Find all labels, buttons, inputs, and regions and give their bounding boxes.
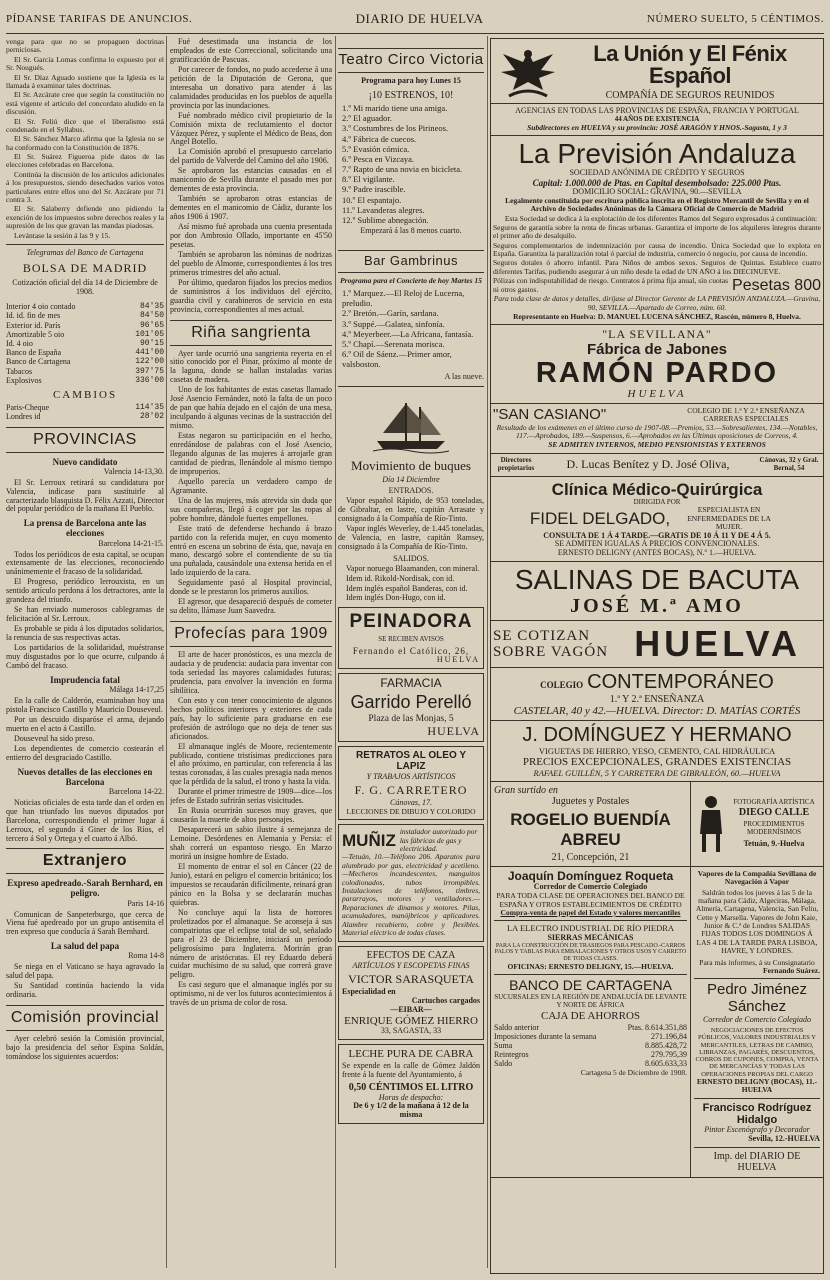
rogelio-foto-row [491,782,823,867]
subheading: La salud del papa [50,941,120,952]
union-fenix-ad [491,39,823,104]
paragraph: Aquello parecía un verdadero campo de Agramante. [170,476,332,495]
ad-line: F. G. CARRETERO [354,782,468,797]
rogelio-ad [491,782,691,866]
quote-row: Banco de Cartagena 122'00 [6,357,164,367]
list-item: 11.º Lavanderas alegres. [342,204,425,215]
bottom-ads-row [491,867,823,1178]
paragraph: venga para que no se propaguen doctrinas perniciosas. [6,38,164,55]
header-right: NÚMERO SUELTO, 5 CÉNTIMOS. [646,13,824,26]
dateline: Roma 14-8 [128,951,164,961]
union-details [491,104,823,136]
ad-line: SOCIEDAD ANÓNIMA DE CRÉDITO Y SEGUROS [569,167,745,177]
ad-line: COMPAÑÍA DE SEGUROS REUNIDOS [605,90,775,101]
paragraph: Es probable se pida á los diputados solidarios, la renuncia de sus respectivas actas. [6,624,164,643]
entrados-title: ENTRADOS. [388,485,434,495]
subheading: La prensa de Barcelona ante las elecciones [23,518,147,539]
retratos-ad [338,746,484,820]
paragraph: Continúa la discusión de los artículos adicionales á los presupuestos, siendo desechados varios votos particulares entre ellos uno del Sr. Azcárate por 71 contra 3. [6,169,164,205]
paragraph: Legalmente constituida por escritura pública inscrita en el Registro Mercantil de Sevilla y en el Archivo de Sociedades Anónimas de la Cámara Oficial de Comercio de Madrid [505,195,809,214]
ad-line: Capital: 1.000.000 de Ptas. en Capital desembolsado: 225.000 Ptas. [532,177,782,188]
list-item: 6.º Pesca en Vizcaya. [342,153,415,164]
paragraph: Desaparecerá un sabio ilustre á semejanza de Lemoine. Desórdenes en Alemania y Persia: el shah correrá un espantoso riesgo. En Marzo morirá un insigne hombre de Estado. [170,825,332,862]
paragraph: Seguros de garantía sobre la renta de fincas urbanas. Garantiza el importe de los alquileres íntegros durante el primer año de desalquilo. [493,222,821,241]
prevision-title: La Previsión Andaluza [518,138,796,170]
movimiento-heading: Movimiento de buques [351,458,471,474]
ad-line: VIGUETAS DE HIERRO, YESO, CEMENTO, CAL HIDRÁULICA [538,745,776,756]
paragraph: El Sr. Salaberry defiende uno pidiendo la exención de los impuestos sobre derechos reales y la supresión de los que gravan las mandas piadosas. [6,204,164,231]
column-2 [170,38,332,1274]
salinas-ad [491,562,823,621]
header-center: DIARIO DE HUELVA [355,11,484,27]
dateline: Paris 14-16 [127,898,164,908]
list-item: 8.º El vigilante. [342,174,395,185]
imprenta-line: Imp. del DIARIO DE HUELVA [713,1151,801,1174]
ad-line: PARA TODA CLASE DE OPERACIONES DEL BANCO DE ESPAÑA Y OTROS ESTABLECIMIENTOS DE CRÉDITO [496,891,685,909]
ad-line: FIDEL DELGADO, [529,509,671,529]
ad-line: Cánovas, 32 y Gral. Bernal, 54 [759,455,819,472]
ad-line: Fernando el Católico, 26, [352,645,470,656]
ad-line: ERNESTO DELIGNY (BOCAS), 11.-HUELVA [696,1076,818,1095]
table-row: Suma 8.885.428,72 [494,1040,687,1050]
paragraph: Una de las mujeres, más atrevida sin duda que sus compañeras, llegó á coger por las ropas al pobre hombre, dándole fuertes empellones. [170,495,332,523]
ad-line: NEGOCIACIONES DE EFECTOS PÚBLICOS, VALORES INDUSTRIALES Y MERCANTILES, LETRAS DE CAMBIO, LIBRANZAS, PAGARÉS, DESCUENTOS, COBROS DE CUPONES, COMPRA, VENTA DE MERCANCÍAS Y TODAS LAS OPERACIONES PROPIAS DEL CARGO [695,1026,819,1078]
list-item: 9.º Padre irascible. [342,184,406,195]
bar-time: A las nueve. [444,371,484,381]
ad-line: HUELVA [627,387,687,400]
union-title: La Unión y El Fénix Español [593,41,787,88]
quote-row: Explosivos 336'00 [6,375,164,385]
paragraph: Se han enviado numerosos cablegramas de felicitación al Sr. Lerroux. [6,605,164,624]
ad-line: "LA SEVILLANA" [602,327,712,342]
column-3 [338,38,484,1274]
ad-line: PARA LA CONSTRUCCIÓN DE TRASIEGOS PARA PESCADO.-CARROS PALOS Y TABLAS PARA EMBALACIONES Y OTROS USOS Y CARRETO DE TODAS CLASES. [494,942,687,963]
paragraph: Todos los periódicos de esta capital, se ocupan extensamente de las elecciones, reconociendo unánimemente el fracaso de la solidaridad. [6,549,164,577]
list-item: 12.º Sublime abnegación. [342,215,429,225]
ad-line: DIEGO CALLE [738,806,810,818]
ad-line: Horas de despacho: [378,1092,444,1102]
ad-line: ARTÍCULOS Y ESCOPETAS FINAS [352,960,470,970]
teatro-time: Empezará á las 8 menos cuarto. [360,226,462,236]
ad-line: Subdirectores en HUELVA y su provincia: JOSÉ ARAGÓN Y HNOS.-Sagasta, 1 y 3 [527,122,787,132]
banco-title: BANCO DE CARTAGENA [509,977,672,994]
ad-line: Directores propietarios [497,455,535,472]
pedro-title: Pedro Jiménez Sánchez [706,981,808,1016]
paragraph: Los partidarios de la solidaridad, muéstranse muy disgustados por lo que ocurre, culpando á Cambó del fracaso. [6,643,164,670]
ad-line: CASTELAR, 40 y 42.—HUELVA. Director: D. MATÍAS CORTÉS [513,705,801,718]
header-left: PÍDANSE TARIFAS DE ANUNCIOS. [6,13,193,26]
paragraph: Idem inglés Don-Hugo, con id. [346,593,446,603]
paragraph: El Sr. Díaz Aguado sostiene que la Iglesia es la llamada á examinar tales doctrinas. [6,72,164,90]
garrido-title: Garrido Perelló [350,691,472,712]
ad-line: Corredor de Comercio Colegiado [702,1015,812,1025]
list-item: 4.º Meyerbeer.—La Africana, fantasía. [342,328,474,339]
quote-row: Exterior id. París 96'65 [6,320,164,330]
ad-line: Plaza de las Monjas, 5 [368,714,454,725]
congreso-text [6,38,164,240]
dateline: Barcelona 14-21-15. [98,538,164,548]
table-row: Imposiciones durante la semana 271.196,84 [494,1031,687,1041]
ad-line: PROCEDIMIENTOS [743,820,805,829]
dateline: Málaga 14-17,25 [109,684,164,694]
list-item: 6.º Oil de Sáenz.—Primer amor, valsboston. [342,349,452,370]
quote-row: Id. 4 oio 90'15 [6,339,164,349]
ad-line: 33, SAGASTA, 33 [380,1026,442,1036]
san-casiano-ad [491,404,823,454]
huelva-cotizan-ad [491,621,823,668]
contemporaneo-title: CONTEMPORÁNEO [587,671,774,694]
cambio-row: Londres id 28'02 [6,412,164,422]
ad-line: SE COTIZAN [493,627,591,644]
bar-heading: Bar Gambrinus [338,250,484,273]
table-row: Saldo anterior Ptas. 8.614.351,88 [494,1022,687,1032]
dateline: Barcelona 14-22. [108,786,164,796]
ad-line: Para más informes, á su Consignatario [699,957,815,967]
ad-line: ERNESTO DELIGNY (ANTES BOCAS), N.º 1.—HUELVA. [557,548,757,558]
ad-line: SE ADMITEN IGUALAS Á PRECIOS CONVENCIONALES. [554,539,760,549]
ad-line: Saldrán todos los jueves á las 5 de la mañana para Cádiz, Algeciras, Málaga, Almería, Cartagena, Valencia, San Feliu, Cette y Marsella. Vapores de John Kaie, Junior & C.ª de Londres SALIDAS FIJAS TODOS LOS DOMINGOS Á LAS 4 DE LA TARDE PARA LISBOA, HAVRE, Y LONDRES. [695,887,819,956]
comision-heading: Comisión provincial [6,1005,164,1031]
profecias-heading: Profecías para 1909 [170,621,332,647]
paragraph: Seguidamente pasó al Hospital provincial, donde se le prestaron los primeros auxilios. [170,578,332,597]
ad-line: 44 AÑOS DE EXISTENCIA [614,115,700,124]
farmacia-ad [338,673,484,743]
paragraph: Por carecer de fondos, no pudo accederse á una petición de la Diputación de Gerona, que interesaba un donativo para atender á las calamidades producidas en los pueblos de aquella provincia por las inundaciones. [170,64,332,110]
ad-line: Tetuán, 9.-Huelva [743,838,805,848]
paragraph: Idem inglés español Banderas, con id. [346,583,468,593]
paragraph: En la calle de Calderón, examinaban hoy una pistola Francisco Castillo y Mauricio Douseveul. [6,695,164,714]
ad-line: instalador autorizado por las fábricas de gas y electricidad. [399,827,478,854]
ad-line: COLEGIO [540,680,584,691]
subheading: Nuevo candidato [52,456,118,467]
ad-line: PRECIOS EXCEPCIONALES, GRANDES EXISTENCIAS [522,756,792,769]
muniz-ad [338,824,484,942]
paragraph: Resultado de los exámenes en el último curso de 1907-08.—Premios, 53.—Sobresalientes, 134.—Notables, 117.—Aprobados, 189.—Suspensos, 6.—Aprobados en las Últimas oposiciones de Correos, 4. [496,422,818,441]
paragraph: Levántase la sesión á las 9 y 15. [14,230,111,240]
ramon-pardo-title: RAMÓN PARDO [535,356,779,389]
ad-line: Cánovas, 17. [390,797,432,807]
list-item: 2.º El aguador. [342,113,392,124]
ad-line: FARMACIA [380,675,442,690]
ad-line: Gran surtido en [494,785,558,797]
ad-line: AGENCIAS EN TODAS LAS PROVINCIAS DE ESPAÑA, FRANCIA Y PORTUGAL [515,106,799,116]
ad-line: Compra-venta de papel del Estado y valores mercantiles [500,907,681,917]
ad-line: Cartagena 5 de Diciembre de 1908. [580,1067,687,1077]
ad-line: ENRIQUE GÓMEZ HIERRO [344,1014,478,1027]
paragraph: Noticias oficiales de esta tarde dan el orden en que han triunfado los nuevos diputados por Barcelona, correspondiendo el primer lugar á Lerroux, el segundo á Giner de los Ríos, el tercero á Sol y Ortega y el cuarto á Albó. [6,797,164,843]
phoenix-emblem-icon [495,44,561,100]
peinadora-title: PEINADORA [349,611,473,633]
clinica-ad [491,477,823,563]
paragraph: Se aprobaron las estancias causadas en el manicomio de Sevilla durante el pasado mes por dementes de esta provincia. [170,166,332,194]
programa-title: Programa para hoy Lunes 15 [361,75,461,85]
cotizacion-text: Cotización oficial del día 14 de Diciembre de 1908. [12,278,158,297]
dominguez-title: J. DOMÍNGUEZ Y HERMANO [522,724,792,747]
paragraph: Seguros complementarios de indemnización por causa de incendio. Única Sociedad que lo explota en España. Garantiza la paralización total ó parcial de industria, comercio ó negocio, por causa de incendio. [493,240,821,259]
paragraph: Pólizas con indisputabilidad de riesgo. Contratos á prima fija anual, sin cuotas ni otros gastos. [493,276,729,294]
paragraph: Los dependientes de comercio costearán el entierro del desgraciado Castillo. [6,743,164,762]
ad-line: LECCIONES DE DIBUJO Y COLORIDO [346,806,476,816]
rogelio-title: ROGELIO BUENDÍA ABREU [510,810,671,849]
subheading: Imprudencia fatal [50,674,120,685]
quote-row: Interior 4 oio contado 84'35 [6,302,164,312]
francisco-title: Francisco Rodríguez Hidalgo [702,1101,812,1126]
paragraph: El agresor, que desapareció después de cometer su delito, llámase Juan Saavedra. [170,597,332,616]
list-item: 4.º Fábrica de cuecos. [342,133,417,144]
ad-line: RAFAEL GUILLÉN, 5 Y CARRETERA DE GIBRALEÓN, 60.—HUELVA [533,767,781,778]
ad-line: 0,50 CÉNTIMOS EL LITRO [348,1082,474,1094]
paragraph: Comunican de Sanpeterburgo, que cerca de Viena fué apedreado por un grupo antisemita el tren expreso que conducía á Sarah Bernhard. [6,909,164,937]
muniz-title: MUÑIZ [342,831,396,851]
paragraph: Estas negaron su participación en el hecho, enredándose de palabras con el José Asencio, llegando algunas de las mujeres á arrojarle gran cantidad de piedras, llenándole al mismo tiempo de improperios. [170,431,332,476]
list-item: 3.º Suppé.—Galatea, sinfonía. [342,318,445,329]
bottom-right-ads [691,867,823,1177]
paragraph: Uno de los habitantes de estas casetas llamado José Asencio Fernández, notó la falta de un poco de pan que había dejado en el cajón de una mesa, inculpando á algunas vecinas de la sustracción del mismo. [170,385,332,431]
huelva-title: HUELVA [634,623,801,665]
list-item: 10.º El espantajo. [342,194,402,205]
ad-line: LECHE PURA DE CABRA [348,1048,474,1061]
caza-ad [338,946,484,1040]
paragraph: Su Santidad continúa haciendo la vida ordinaria. [6,981,164,1000]
paragraph: No concluye aquí la lista de horrores proletizados por el almanaque. Se aconseja á sus compatriotas que el eclipse total de sol, señalado para el 23 de Diciembre, iniciará un período peligrosísimo para Inglaterra. Morirán gran número de aristócratas. El rey Eduardo deberá cuidar muchísimo de su salud, que correrá grave peligro. [170,907,332,980]
paragraph: El Progreso, periódico lerrouxista, en un sentido artículo perdona á los detractores, ante la grandeza del triunfo. [6,577,164,605]
ad-line: COLEGIO DE 1.ª Y 2.ª ENSEÑANZA CARRERAS ESPECIALES [687,405,805,424]
ad-line: JOSÉ M.ª AMO [570,594,744,617]
paragraph: También se aprobaron otras estancias de dementes en el manicomio de Cádiz, durante los años 1906 á 1907. [170,194,332,222]
ad-line: DOMICILIO SOCIAL: GRAVINA, 90.—SEVILLA [572,186,742,196]
paragraph: Ayer celebró sesión la Comisión provincial, bajo la presidencia del señor Espina Soldán, tomándose los siguientes acuerdos: [6,1034,164,1062]
list-item: 2.º Bretón.—Garín, sardana. [342,308,439,319]
paragraph: Vapor inglés Weverley, de 1.445 toneladas, de Valencia, en lastre, capitán Ramsey, consignado á la Compañía de Río-Tinto. [338,523,484,551]
extranjero-heading: Extranjero [6,848,164,874]
ad-line: —EIBAR— [390,1004,432,1014]
quote-row: Tabacos 397'75 [6,366,164,376]
paragraph: Durante el primer trimestre de 1909—dice—los jefes de Estado sufrirán serias visicitudes. [170,787,332,806]
contemporaneo-ad [491,668,823,721]
ad-line: LA ELECTRO INDUSTRIAL DE RÍO PIEDRA [506,923,675,934]
ad-line: SIERRAS MECÁNICAS [547,932,634,942]
prevision-ad [491,136,823,325]
paragraph: El Sr. García Lomas confirma lo expuesto por el Sr. Nougués. [6,54,164,73]
paragraph: Fué nombrado médico civil propietario de la Comisión mixta de reclutamiento el doctor Vázquez Pérez, y suplente el Médico de Beas, don Angel Botello. [170,110,332,147]
paragraph: Esta Sociedad se dedica á la explotación de los diferentes Ramos del Seguro expresados á continuación: [504,213,818,223]
paragraph: El almanaque inglés de Moore, recientemente publicado, contiene tristísimas predicciones para el año próximo, en particular, con referencia á las testas coronadas, á las cuales presagia nada menos que la pérdida de la salud, el trono y hasta la vida. [170,741,332,787]
paragraph: El Sr. Lerroux retirará su candidatura por Valencia, indicase para sustituirle al caracterizado blasquista D. Félix Azzati, Director del popular periódico de la mañana El Pueblo. [6,477,164,514]
provincias-heading: PROVINCIAS [6,427,164,453]
paragraph: Seguros dotales ó ahorro infantil. Para Niños de ambos sexos. Seguros de Quintas. Establece cuatro diferentes Tarifas, pudiendo asegurar á un niño desde la edad de UN AÑO á los DIECINUEVE. [493,258,821,276]
paragraph: Douseveul ha sido preso. [14,733,95,743]
list-item: 3.º Costumbres de los Pirineos. [342,123,449,134]
paragraph: Vapor noruego Blaamanden, con mineral. [346,563,480,573]
bank-table [494,1024,687,1069]
ad-line: OFICINAS: ERNESTO DELIGNY, 15.—HUELVA. [507,961,674,971]
ad-line: VICTOR SARASQUETA [348,971,474,986]
list-item: 5.º Chapí.—Serenata morisca. [342,339,445,350]
salinas-title: SALINAS DE BACUTA [514,564,800,596]
ad-line: Y TRABAJOS ARTÍSTICOS [366,771,456,781]
ad-line: RETRATOS AL OLEO Y LAPIZ [355,750,466,773]
ad-line: SE RECIBEN AVISOS [378,634,444,643]
photographer-figure-icon [694,794,728,854]
quote-row: Amortizable 5 oio 101'05 [6,329,164,339]
salidos-title: SALIDOS. [393,553,429,563]
cambio-row: Paris-Cheque 114'35 [6,403,164,413]
paragraph: El momento de entrar el sol en Cáncer (22 de Junio), estará en peligro el comercio británico; los impuestos se recaudarán difícilmente, reinará gran pánico en la Bolsa y se declararán muchas quiebras. [170,861,332,907]
paragraph: Así mismo fué aprobada una cuenta presentada por don Ambrosio Ollado, importante en 45'50 pesetas. [170,222,332,249]
paragraph: —Tetuán, 10.—Teléfono 206. Aparatos para alumbrado por gas, electricidad y acetileno.—Mecheros incandescentes, manguitos colodionados, tubos irrompibles. Instalaciones de teléfonos, timbres, pararrayos, motores y ventiladores.—Reparaciones de dinamos y motores. Pilas, acumuladores, manójbricos y aplicadores. Alambre recubierto, cobre y flexibles. Material eléctrico de todas clases. [342,852,480,937]
paragraph: El Sr. Suárez Figueroa pide datos de las elecciones celebradas en Barcelona. [6,152,164,170]
ad-line: MODERNÍSIMOS [746,827,802,836]
paragraph: Idem id. Rikold-Nordisak, con id. [346,573,455,583]
mov-date: Día 14 Diciembre [382,475,440,485]
paragraph: El Sr. Feliú dice que el liberalismo está condenado en el Syllabus. [6,116,164,134]
ad-line: Representante en Huelva: D. MANUEL LUCENA SÁNCHEZ, Rascón, número 8, Huelva. [513,311,801,321]
list-item: 5.º Evasión cómica. [342,143,410,154]
ad-line: SE ADMITEN INTERNOS, MEDIO PENSIONISTAS Y EXTERNOS [548,440,766,450]
ad-line: Pesetas 800 [732,277,821,295]
foto-ad [691,782,823,866]
teatro-heading: Teatro Circo Victoria [338,48,484,73]
ad-line: CONSULTA DE 1 Á 4 TARDE.—GRATIS DE 10 Á 11 Y DE 4 Á 5. [543,530,771,540]
bottom-left-ads [491,867,691,1177]
ad-line: FOTOGRAFÍA ARTÍSTICA [733,798,815,807]
sevillana-ad [491,325,823,404]
ad-line: SUCURSALES EN LA REGIÓN DE ANDALUCÍA DE LEVANTE Y NORTE DE ÁFRICA [494,992,687,1009]
clinica-title: Clínica Médico-Quirúrgica [551,479,763,499]
rina-heading: Riña sangrienta [170,320,332,346]
ad-line: Juguetes y Postales [551,796,630,808]
cambios-title: CAMBIOS [52,388,118,401]
ad-line: Cartuchos cargados [411,995,480,1005]
ad-line: Fábrica de Jabones [586,340,728,358]
table-row: Saldo 8.605.633,33 [494,1058,687,1068]
table-row: Reintegros 279.795,39 [494,1049,687,1059]
column-1 [6,38,164,1274]
bolsa-title: BOLSA DE MADRID [22,260,148,275]
ad-line: HUELVA [436,654,480,664]
paragraph: Se niega en el Vaticano se haya agravado la salud del papa. [6,962,164,981]
quote-row: Banco de España 441'00 [6,348,164,358]
dominguez-ad [491,721,823,782]
leche-ad [338,1044,484,1124]
list-item: 1.º Mi marido tiene una amiga. [342,102,448,113]
bar-program [338,288,484,370]
column-4 [490,38,824,1274]
page-header [6,6,824,34]
ad-line: Especialidad en [342,986,396,996]
peinadora-ad [338,607,484,668]
ship-icon [338,393,484,458]
bar-program-title: Programa para el Concierto de hoy Martes 15 [340,275,482,285]
paragraph: El Sr. Sánchez Marco afirma que la Iglesia no se ha conformado con la Constitución de 1876. [6,134,164,152]
ad-line: Pintor Escenógrafo y Decorador [704,1125,810,1135]
ad-line: SOBRE VAGÓN [493,644,609,661]
paragraph: Ayer tarde ocurrió una sangrienta reyerta en el sitio conocido por el Pinar, próximo al monte de la laguna, donde se hallan instaladas varias casetas de madera. [170,348,332,385]
ad-line: Corredor de Comercio Colegiado [533,882,648,892]
ad-line: Vapores de la Compañía Sevillana de Navegación á Vapor [697,868,817,887]
paragraph: Es casi seguro que el almanaque inglés por su optimismo, ni de ver los futuros acontecimientos á través de un prisma de color de rosa. [170,980,332,1008]
paragraph: Fué desestimada una instancia de los empleados de este Correccional, solicitando una gratificación de Pascuas. [170,38,332,64]
ad-line: Sevilla, 12.-HUELVA [748,1134,820,1144]
ad-line: HUELVA [427,723,480,738]
teatro-program [338,103,484,225]
list-item: 1.º Marquez.—El Reloj de Lucerna, preludio. [342,288,465,309]
paragraph: Se expende en la calle de Gómez Jaldón frente á la fuente del Ayuntamiento, á [342,1061,480,1080]
ad-line: 21, Concepción, 21 [551,851,630,863]
ad-line: De 6 y 1/2 de la mañana á 12 de la misma [353,1101,469,1120]
paragraph: Con esto y con tener conocimiento de algunos hechos políticos interiores y exteriores de cada país, hay lo suficiente para graduarse en ese profesión de astrólogo que no deja de tener sus aficionados. [170,695,332,741]
quote-row: Id. id. fin de mes 84'50 [6,311,164,321]
list-item: 7.º Rapto de una novia en bicicleta. [342,164,463,175]
paragraph: Para toda clase de datos y detalles, diríjase al Director Gerente de LA PREVISIÓN ANDALUZA.—Gravina, 90, SEVILLA.—Apartado de Correo, núm. 60. [493,294,821,312]
paragraph: Este trató de defenderse hechando á brazo partido con la referida mujer, en cuyo momento entró en escena un sobrino de ésta, que, navaja en mano, descargó sobre el contendiente de su tía una puñalada, causándole una extensa herida en el lado izquierdo de la cara. [170,523,332,578]
paragraph: También se aprobaron las nóminas de nodrizas del pueblo de Almonte, correspondientes á los tres primeros trimestres del año actual. [170,249,332,277]
ad-line: 1.ª Y 2.ª ENSEÑANZA [609,693,705,705]
ad-line: CAJA DE AHORROS [540,1009,641,1022]
casiano-title: "SAN CASIANO" [493,405,607,423]
dateline: Valencia 14-13,30. [103,466,164,476]
estrenos-title: ¡10 ESTRENOS, 10! [368,89,454,101]
ad-line: DIRIGIDA POR [633,497,681,506]
subheading: Nuevos detalles de las elecciones en Barcelona [17,766,153,787]
paragraph: El arte de hacer pronósticos, es una mezcla de audacia y de prudencia: audacia para inventar con toda seriedad las mayores calamidades futuras; prudencia, para envolver la invención en forma sibilítica. [170,650,332,695]
paragraph: Vapor español Rápido, de 953 toneladas, de Gibraltar, en lastre, capitán Arrasate y consignado á la Compañía de Río-Tinto. [338,495,484,523]
ad-line: EFECTOS DE CAZA [366,950,456,962]
telegrams-title: Telegramas del Banco de Cartagena [26,247,144,257]
paragraph: Por último, quedaron fijados los precios medios de suministros á los individuos del ejército, guardia civil y carabineros de servicio en esta provincia, correspondientes al mes actual. [170,277,332,314]
ad-line: Fernando Suárez. [763,966,820,976]
directores-ad [491,454,823,477]
ad-line: D. Lucas Benítez y D. José Oliva, [566,456,730,471]
paragraph: La Comisión aprobó el presupuesto carcelario del partido de Valverde del Camino del año 1906. [170,147,332,166]
ad-line: ESPECIALISTA EN ENFERMEDADES DE LA MUJER. [687,505,771,532]
paragraph: En Rusia ocurrirán sucesos muy graves, que causarán la muerte de altos personajes. [170,806,332,825]
quotes-table [6,302,164,385]
paragraph: Por un descuido disparóse el arma, dejando muerto en el acto á Castillo. [6,714,164,733]
joaquin-title: Joaquín Domínguez Roqueta [507,868,674,883]
subheading: Expreso apedreado.-Sarah Bernhard, en peligro. [7,878,163,899]
paragraph: El Sr. Azcárate cree que según la constitución no está vigente el artículo del concordato aludido en la discusión. [6,90,164,117]
